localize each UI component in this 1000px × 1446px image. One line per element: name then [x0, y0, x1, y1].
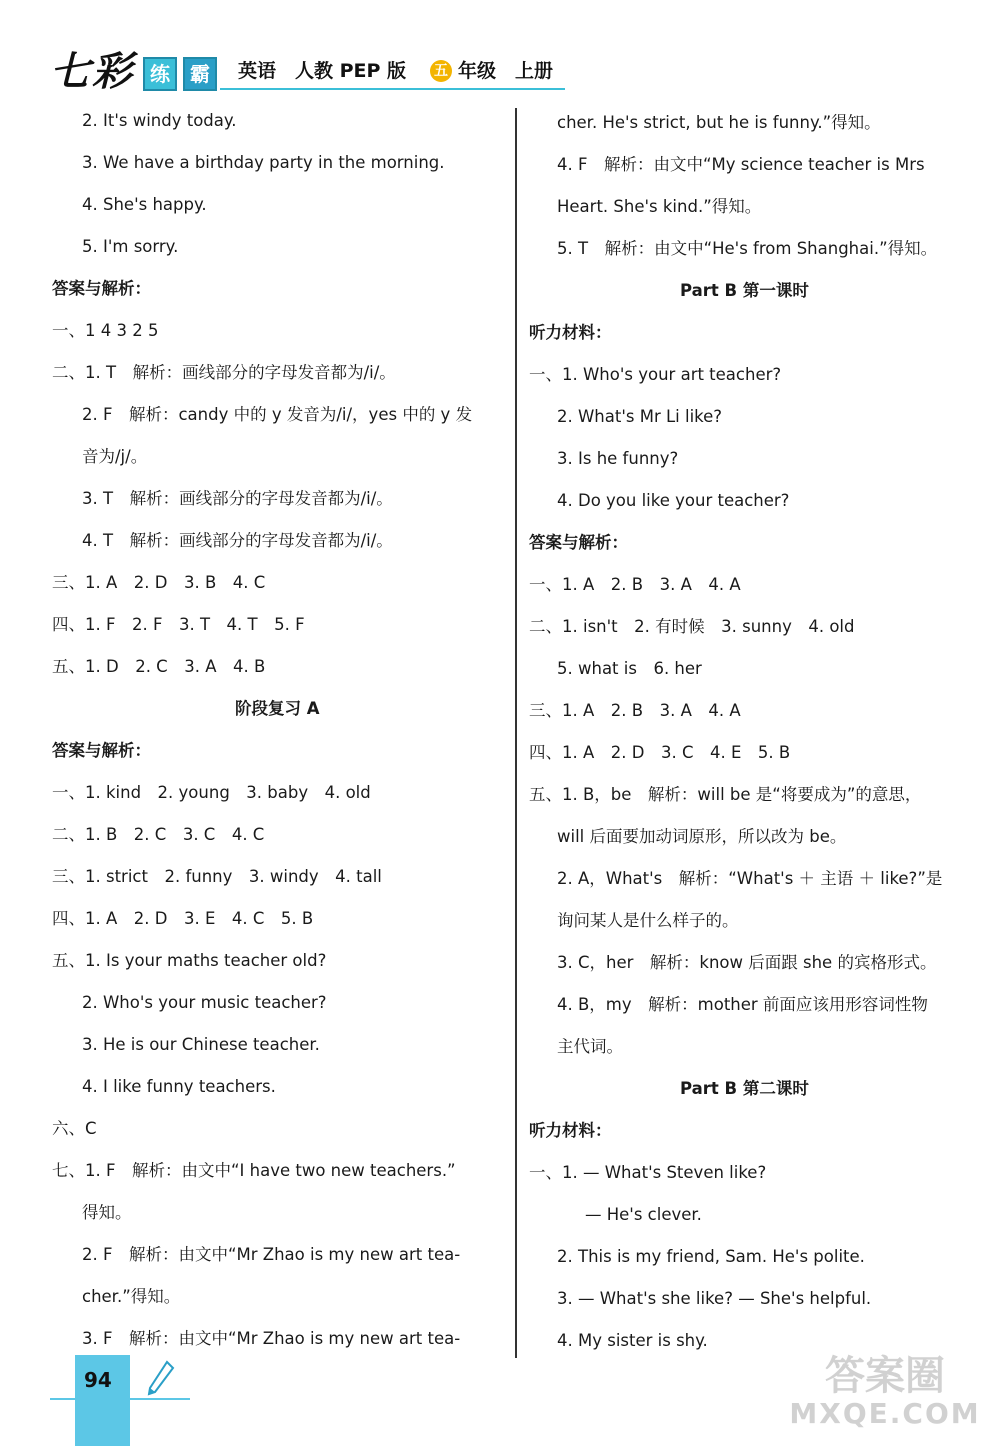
text-line: 二、1. isn't 2. 有时候 3. sunny 4. old [529, 617, 855, 636]
text-line: 5. what is 6. her [557, 659, 702, 678]
section-heading: Part B 第一课时 [680, 281, 809, 300]
text-line: 3. T 解析：画线部分的字母发音都为/i/。 [82, 489, 393, 508]
text-line: 3. F 解析：由文中“Mr Zhao is my new art tea- [82, 1329, 461, 1348]
column-divider [515, 108, 517, 1358]
text-line: 三、1. strict 2. funny 3. windy 4. tall [52, 867, 382, 886]
text-line: 五、1. B，be 解析：will be 是“将要成为”的意思， [529, 785, 922, 804]
brand-logo: 七彩 [50, 48, 134, 95]
grade-badge: 五 [430, 60, 452, 82]
text-line: 六、C [52, 1119, 97, 1138]
header-rule [220, 88, 565, 90]
text-line: 4. Do you like your teacher? [557, 491, 790, 510]
page-header [0, 0, 1000, 105]
text-line: 2. A，What's 解析：“What's ＋ 主语 ＋ like?”是 [557, 869, 943, 888]
text-line: 一、1. — What's Steven like? [529, 1163, 767, 1182]
text-line: 一、1 4 3 2 5 [52, 321, 159, 340]
text-line: 二、1. B 2. C 3. C 4. C [52, 825, 265, 844]
section-heading: 答案与解析： [52, 741, 151, 760]
text-line: 2. This is my friend, Sam. He's polite. [557, 1247, 865, 1266]
text-line: Heart. She's kind.”得知。 [557, 197, 762, 216]
text-line: 2. What's Mr Li like? [557, 407, 723, 426]
text-line: 3. We have a birthday party in the morning. [82, 153, 445, 172]
page-number: 94 [84, 1368, 112, 1392]
text-line: 得知。 [82, 1203, 132, 1222]
text-line: 询问某人是什么样子的。 [557, 911, 739, 930]
subject-title: 英语 人教 PEP 版 [238, 60, 407, 82]
text-line: will 后面要加动词原形，所以改为 be。 [557, 827, 847, 846]
text-line: 5. I'm sorry. [82, 237, 179, 256]
text-line: 2. F 解析：candy 中的 y 发音为/i/，yes 中的 y 发 [82, 405, 473, 424]
section-heading: 答案与解析： [529, 533, 628, 552]
section-heading: 阶段复习 A [235, 699, 320, 718]
text-line: 一、1. kind 2. young 3. baby 4. old [52, 783, 371, 802]
text-line: 一、1. A 2. B 3. A 4. A [529, 575, 741, 594]
watermark-url: MXQE.COM [789, 1397, 981, 1430]
brand-logo-box-1: 练 [143, 57, 177, 91]
text-line: cher.”得知。 [82, 1287, 181, 1306]
text-line: 4. I like funny teachers. [82, 1077, 276, 1096]
text-line: 4. My sister is shy. [557, 1331, 708, 1350]
pencil-icon [145, 1360, 175, 1400]
text-line: 4. B，my 解析：mother 前面应该用形容词性物 [557, 995, 928, 1014]
section-heading: 听力材料： [529, 1121, 612, 1140]
text-line: 3. He is our Chinese teacher. [82, 1035, 320, 1054]
text-line: 七、1. F 解析：由文中“I have two new teachers.” [52, 1161, 456, 1180]
text-line: 音为/j/。 [82, 447, 148, 466]
section-heading: 听力材料： [529, 323, 612, 342]
section-heading: Part B 第二课时 [680, 1079, 809, 1098]
text-line: 二、1. T 解析：画线部分的字母发音都为/i/。 [52, 363, 396, 382]
text-line: 主代词。 [557, 1037, 623, 1056]
text-line: 五、1. D 2. C 3. A 4. B [52, 657, 266, 676]
text-line: 2. F 解析：由文中“Mr Zhao is my new art tea- [82, 1245, 461, 1264]
text-line: 四、1. F 2. F 3. T 4. T 5. F [52, 615, 305, 634]
text-line: 一、1. Who's your art teacher? [529, 365, 782, 384]
watermark-title: 答案圈 [825, 1353, 945, 1399]
text-line: 四、1. A 2. D 3. C 4. E 5. B [529, 743, 791, 762]
text-line: 3. — What's she like? — She's helpful. [557, 1289, 872, 1308]
brand-logo-box-2: 霸 [183, 57, 217, 91]
text-line: 四、1. A 2. D 3. E 4. C 5. B [52, 909, 314, 928]
text-line: 三、1. A 2. D 3. B 4. C [52, 573, 266, 592]
text-line: 3. Is he funny? [557, 449, 679, 468]
text-line: 2. It's windy today. [82, 111, 237, 130]
text-line: 2. Who's your music teacher? [82, 993, 327, 1012]
section-heading: 答案与解析： [52, 279, 151, 298]
text-line: 4. F 解析：由文中“My science teacher is Mrs [557, 155, 925, 174]
grade-title: 年级 上册 [458, 60, 554, 82]
footer-rule [50, 1398, 190, 1400]
text-line: 4. T 解析：画线部分的字母发音都为/i/。 [82, 531, 393, 550]
text-line: 三、1. A 2. B 3. A 4. A [529, 701, 741, 720]
watermark [785, 1355, 985, 1440]
text-line: 3. C，her 解析：know 后面跟 she 的宾格形式。 [557, 953, 937, 972]
text-line: cher. He's strict, but he is funny.”得知。 [557, 113, 881, 132]
text-line: 4. She's happy. [82, 195, 207, 214]
text-line: — He's clever. [585, 1205, 702, 1224]
text-line: 5. T 解析：由文中“He's from Shanghai.”得知。 [557, 239, 938, 258]
text-line: 五、1. Is your maths teacher old? [52, 951, 327, 970]
